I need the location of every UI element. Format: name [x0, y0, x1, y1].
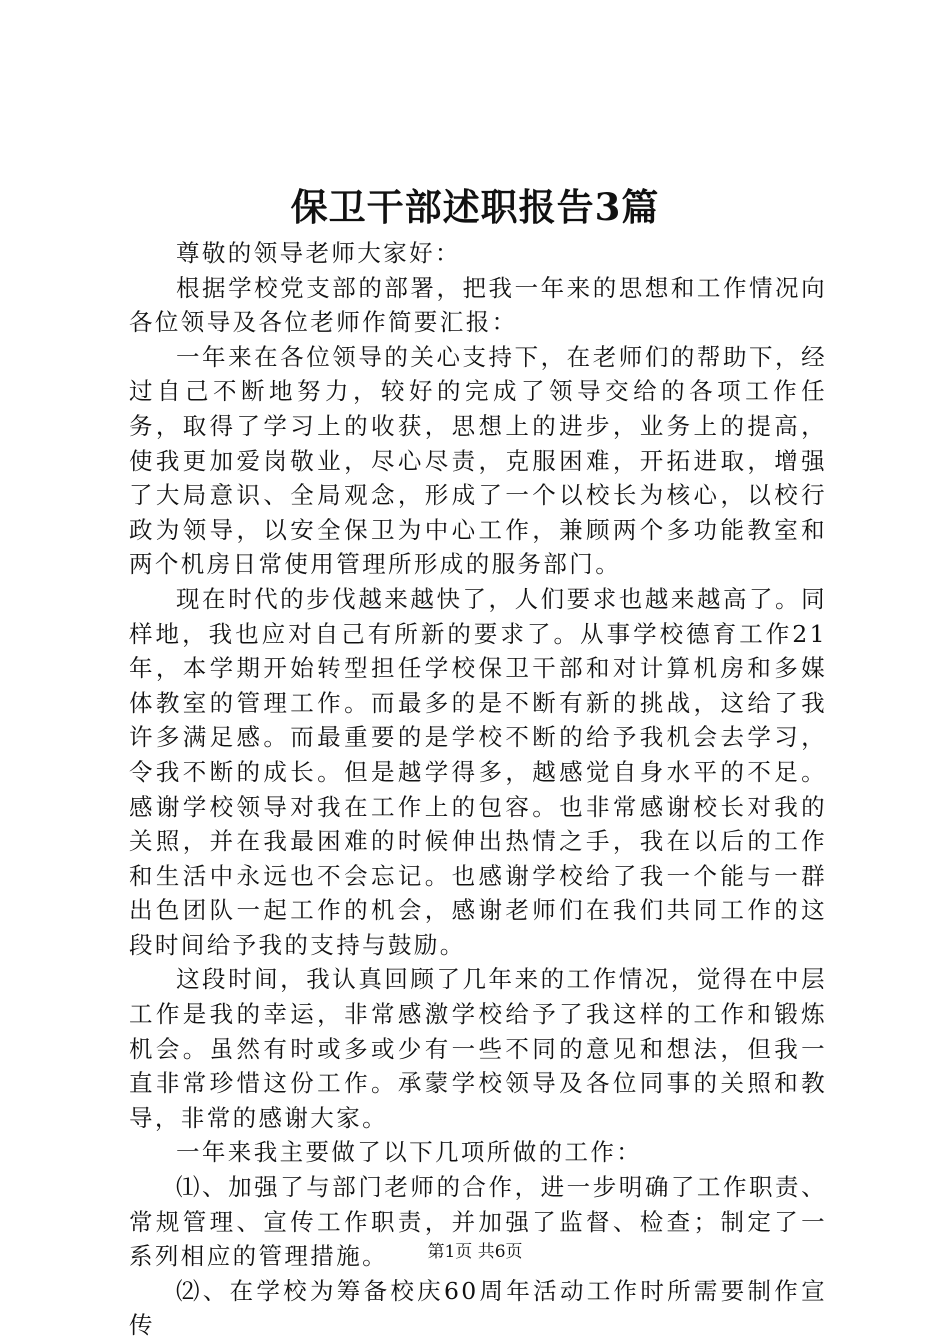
list-item-paragraph: ⑴、加强了与部门老师的合作，进一步明确了工作职责、常规管理、宣传工作职责，并加强了监督、检查；制定了一系列相应的管理措施。 [129, 1173, 827, 1271]
document-body [129, 236, 827, 1343]
list-item-paragraph: ⑵、在学校为筹备校庆60周年活动工作时所需要制作宣传 [129, 1276, 827, 1340]
salutation-paragraph: 尊敬的领导老师大家好： [176, 239, 461, 267]
body-paragraph: 现在时代的步伐越来越快了，人们要求也越来越高了。同样地，我也应对自己有所新的要求了。从事学校德育工作21年，本学期开始转型担任学校保卫干部和对计算机房和多媒体教室的管理工作。而最多的是不断有新的挑战，这给了我许多满足感。而最重要的是学校不断的给予我机会去学习，令我不断的成长。但是越学得多，越感觉自身水平的不足。感谢学校领导对我在工作上的包容。也非常感谢校长对我的关照，并在我最困难的时候伸出热情之手，我在以后的工作和生活中永远也不会忘记。也感谢学校给了我一个能与一群出色团队一起工作的机会，感谢老师们在我们共同工作的这段时间给予我的支持与鼓励。 [129, 584, 827, 959]
body-paragraph: 一年来在各位领导的关心支持下，在老师们的帮助下，经过自己不断地努力，较好的完成了领导交给的各项工作任务，取得了学习上的收获，思想上的进步，业务上的提高，使我更加爱岗敬业，尽心尽责，克服困难，开拓进取，增强了大局意识、全局观念，形成了一个以校长为核心，以校行政为领导，以安全保卫为中心工作，兼顾两个多功能教室和两个机房日常使用管理所形成的服务部门。 [129, 342, 827, 579]
body-paragraph: 这段时间，我认真回顾了几年来的工作情况，觉得在中层工作是我的幸运，非常感激学校给予了我这样的工作和锻炼机会。虽然有时或多或少有一些不同的意见和想法，但我一直非常珍惜这份工作。承蒙学校领导及各位同事的关照和教导，非常的感谢大家。 [129, 965, 827, 1132]
body-paragraph: 一年来我主要做了以下几项所做的工作： [176, 1138, 643, 1167]
document-title: 保卫干部述职报告3篇 [290, 185, 660, 229]
page-number-footer: 第1页 共6页 [427, 1242, 523, 1262]
body-paragraph: 根据学校党支部的部署，把我一年来的思想和工作情况向各位领导及各位老师作简要汇报： [129, 273, 827, 337]
